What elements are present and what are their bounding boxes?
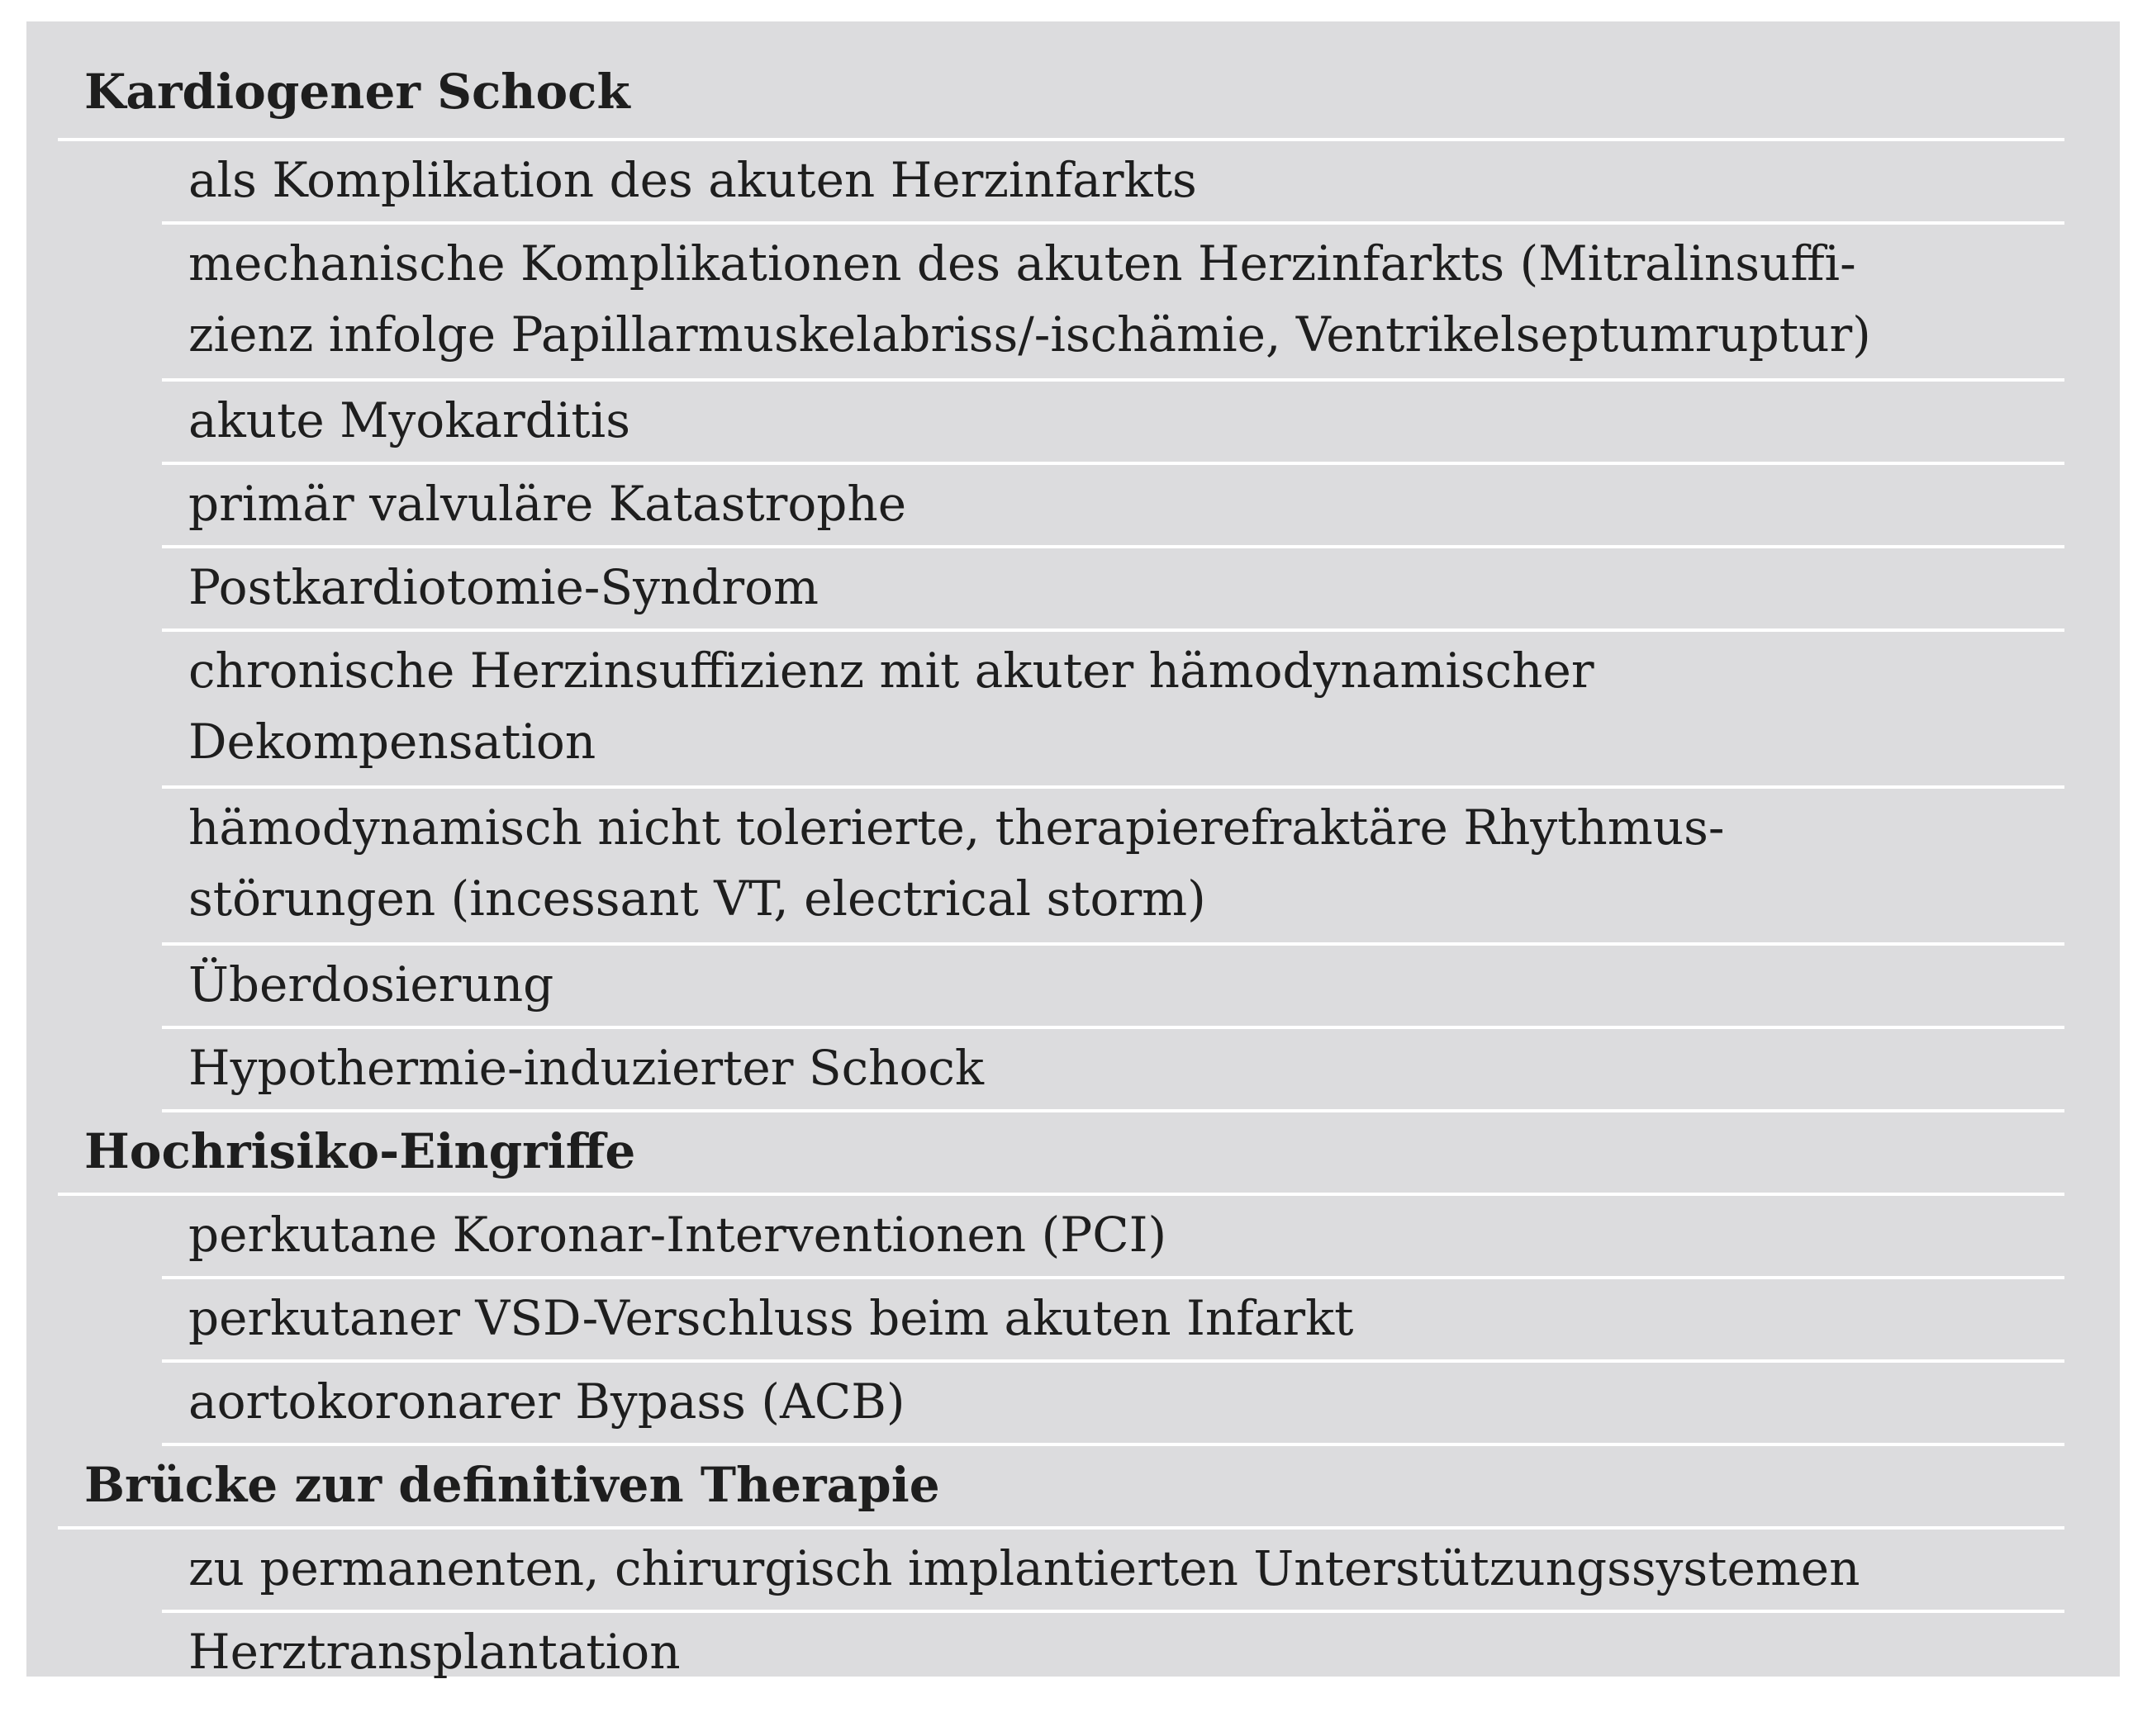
list-item-text: Überdosierung — [188, 956, 554, 1013]
list-item-text: perkutaner VSD-Verschluss beim akuten Infarkt — [188, 1290, 1354, 1346]
list-item-text: primär valvuläre Katastrophe — [188, 476, 907, 532]
section-heading-text: Brücke zur definitiven Therapie — [84, 1457, 940, 1513]
list-item-text: Herztransplantation — [188, 1624, 681, 1680]
section-heading-bruecke-zur-definitiven-therapie — [58, 1446, 2064, 1530]
list-item — [162, 1363, 2064, 1446]
section-heading-hochrisiko-eingriffe — [58, 1112, 2064, 1196]
section-heading-kardiogener-schock — [58, 53, 2064, 141]
list-item — [162, 465, 2064, 548]
list-item-text: hämodynamisch nicht tolerierte, therapierefraktäre Rhythmus- störungen (incessant VT, electrical storm) — [188, 799, 1725, 927]
list-item-text: akute Myokarditis — [188, 392, 630, 448]
list-item-text: chronische Herzinsuffizienz mit akuter hämodynamischer Dekompensation — [188, 643, 1594, 770]
list-item — [162, 225, 2064, 382]
list-item-text: Hypothermie-induzierter Schock — [188, 1040, 985, 1096]
list-item-text: aortokoronarer Bypass (ACB) — [188, 1373, 905, 1430]
indication-list — [58, 53, 2064, 1696]
list-item-text: mechanische Komplikationen des akuten Herzinfarkts (Mitralinsuffi- zienz infolge Papillarmuskelabriss/-ischämie, Ventrikelseptumruptur) — [188, 235, 1871, 363]
list-item — [162, 632, 2064, 789]
list-item — [162, 548, 2064, 632]
section-heading-text: Kardiogener Schock — [84, 64, 630, 120]
list-item — [162, 382, 2064, 465]
section-heading-text: Hochrisiko-Eingriffe — [84, 1123, 636, 1179]
list-item — [162, 141, 2064, 225]
list-item-text: als Komplikation des akuten Herzinfarkts — [188, 152, 1197, 208]
list-item — [162, 1530, 2064, 1613]
list-item — [162, 1279, 2064, 1363]
list-item — [162, 789, 2064, 946]
list-item-text: Postkardiotomie-Syndrom — [188, 559, 819, 615]
list-item — [162, 1613, 2064, 1696]
table-box — [26, 21, 2120, 1680]
list-item-text: perkutane Koronar-Interventionen (PCI) — [188, 1207, 1167, 1263]
list-item-text: zu permanenten, chirurgisch implantierten Unterstützungssystemen — [188, 1540, 1860, 1596]
list-item — [162, 946, 2064, 1029]
list-item — [162, 1196, 2064, 1279]
list-item — [162, 1029, 2064, 1112]
